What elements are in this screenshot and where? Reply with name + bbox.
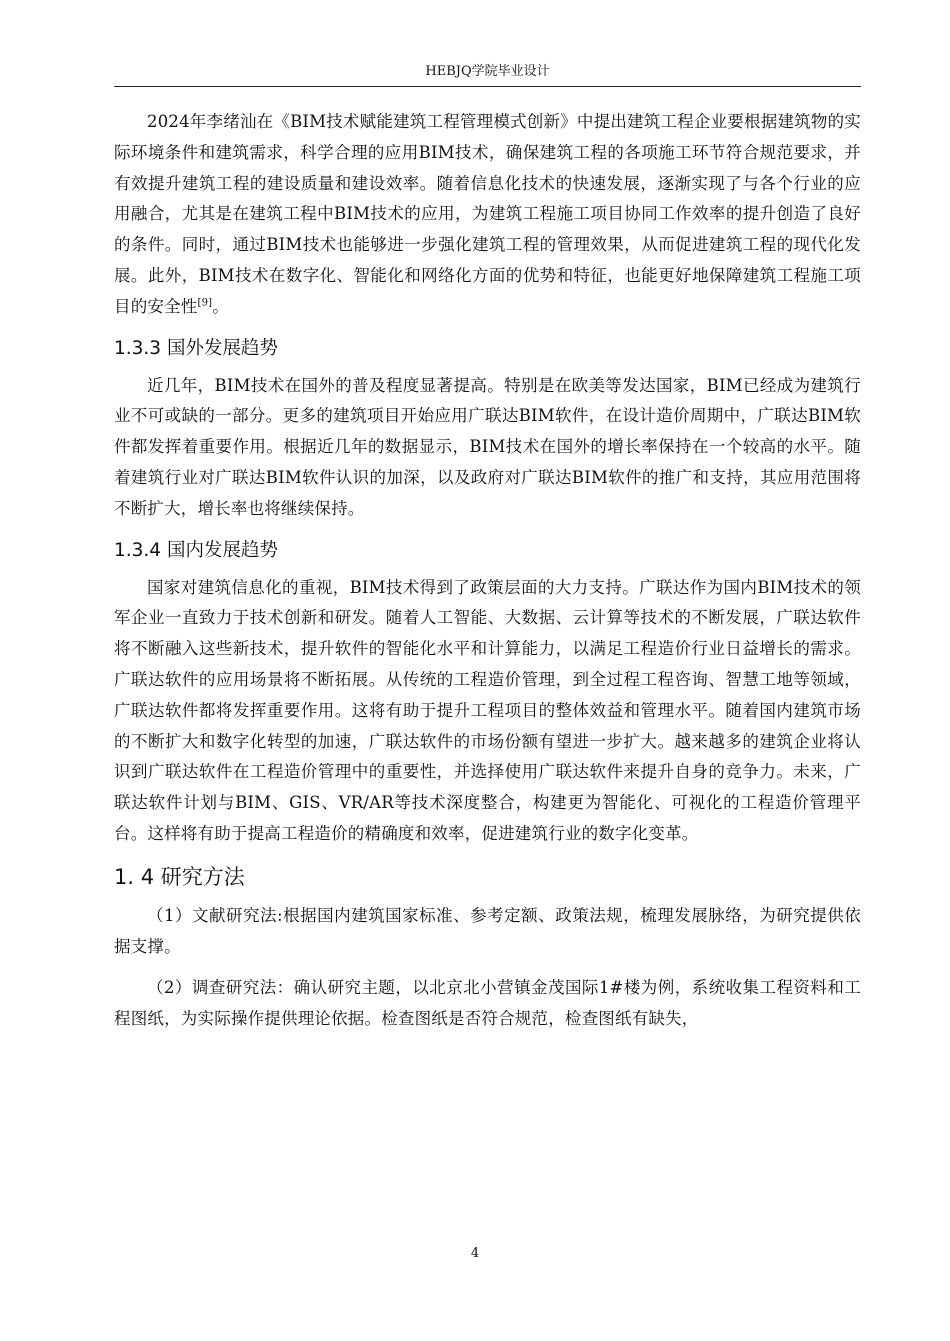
paragraph-bim-innovation [114, 107, 861, 323]
heading-foreign-trend: 1.3.3 国外发展趋势 [114, 337, 278, 359]
paragraph-foreign-trend: 近几年，BIM技术在国外的普及程度显著提高。特别是在欧美等发达国家，BIM已经成为建筑行业不可或缺的一部分。更多的建筑项目开始应用广联达BIM软件，在设计造价周期中，广联达BIM软件都发挥着重要作用。根据近几年的数据显示，BIM技术在国外的增长率保持在一个较高的水平。随着建筑行业对广联达BIM软件认识的加深，以及政府对广联达BIM软件的推广和支持，其应用范围将不断扩大，增长率也将继续保持。 [114, 375, 861, 518]
method-literature-research: （1）文献研究法:根据国内建筑国家标准、参考定额、政策法规，梳理发展脉络，为研究提供依据支撑。 [114, 905, 861, 956]
header-rule [114, 86, 861, 87]
page-body [114, 107, 861, 1034]
paragraph-tail: 。 [212, 296, 229, 316]
paragraph-text: 2024年李绪汕在《BIM技术赋能建筑工程管理模式创新》中提出建筑工程企业要根据建筑物的实际环境条件和建筑需求，科学合理的应用BIM技术，确保建筑工程的各项施工环节符合规范要求，并有效提升建筑工程的建设质量和建设效率。随着信息化技术的快速发展，逐渐实现了与各个行业的应用融合，尤其是在建筑工程中BIM技术的应用，为建筑工程施工项目协同工作效率的提升创造了良好的条件。同时，通过BIM技术也能够进一步强化建筑工程的管理效果，从而促进建筑工程的现代化发展。此外，BIM技术在数字化、智能化和网络化方面的优势和特征，也能更好地保障建筑工程施工项目的安全性 [114, 112, 861, 316]
page-number: 4 [470, 1246, 480, 1261]
citation-9: [9] [197, 297, 213, 309]
heading-domestic-trend: 1.3.4 国内发展趋势 [114, 539, 278, 561]
page-header: HEBJQ学院毕业设计 [425, 64, 550, 79]
method-survey-research: （2）调查研究法：确认研究主题，以北京北小营镇金茂国际1#楼为例，系统收集工程资料和工程图纸，为实际操作提供理论依据。检查图纸是否符合规范，检查图纸有缺失， [114, 977, 861, 1028]
heading-research-methods: 1. 4 研究方法 [114, 864, 245, 889]
spacer [114, 962, 861, 972]
paragraph-domestic-trend: 国家对建筑信息化的重视，BIM技术得到了政策层面的大力支持。广联达作为国内BIM技术的领军企业一直致力于技术创新和研发。随着人工智能、大数据、云计算等技术的不断发展，广联达软件将不断融入这些新技术，提升软件的智能化水平和计算能力，以满足工程造价行业日益增长的需求。广联达软件的应用场景将不断拓展。从传统的工程造价管理，到全过程工程咨询、智慧工地等领域，广联达软件都将发挥重要作用。这将有助于提升工程项目的整体效益和管理水平。随着国内建筑市场的不断扩大和数字化转型的加速，广联达软件的市场份额有望进一步扩大。越来越多的建筑企业将认识到广联达软件在工程造价管理中的重要性，并选择使用广联达软件来提升自身的竞争力。未来，广联达软件计划与BIM、GIS、VR/AR等技术深度整合，构建更为智能化、可视化的工程造价管理平台。这样将有助于提高工程造价的精确度和效率，促进建筑行业的数字化变革。 [114, 577, 861, 843]
